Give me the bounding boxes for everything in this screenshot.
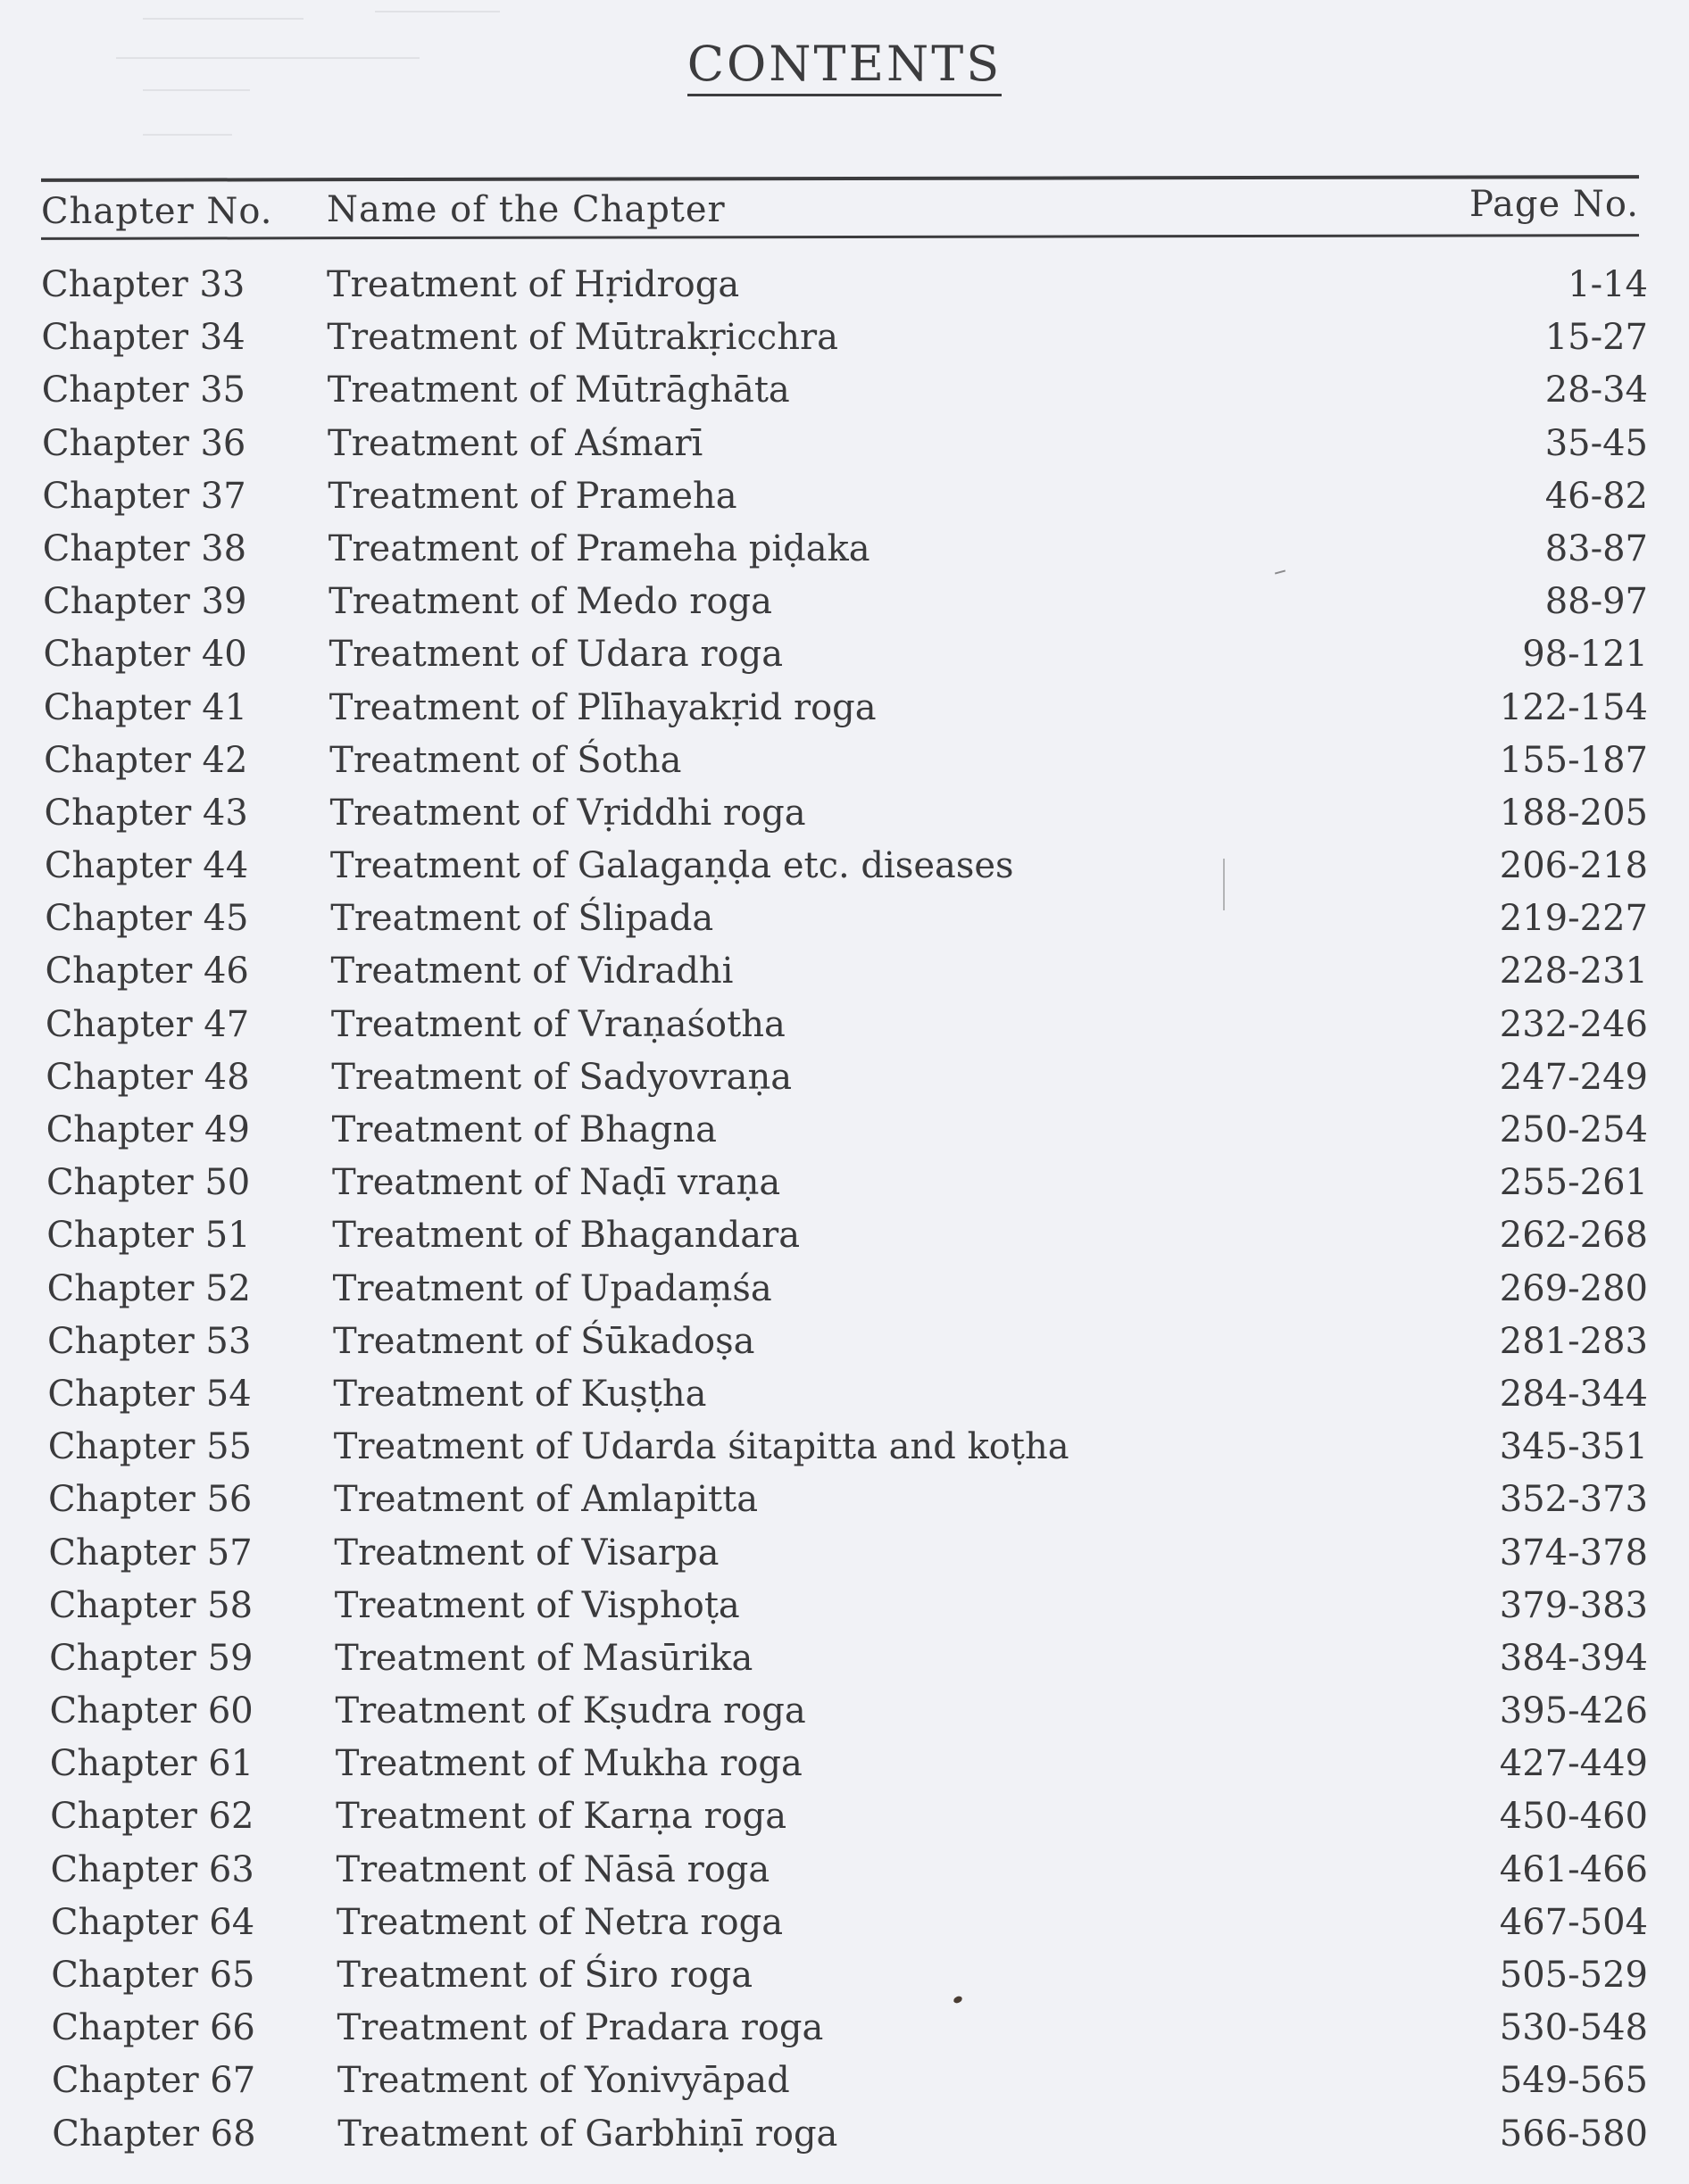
chapter-number: Chapter 62	[50, 1796, 254, 1838]
chapter-name: Treatment of Upadaṃśa	[332, 1267, 772, 1309]
chapter-number: Chapter 37	[42, 475, 246, 517]
chapter-name: Treatment of Ślipada	[330, 898, 714, 940]
table-row	[50, 1790, 1648, 1843]
chapter-number: Chapter 57	[48, 1532, 253, 1574]
chapter-name: Treatment of Kṣudra roga	[335, 1690, 806, 1732]
chapter-number: Chapter 35	[41, 370, 245, 411]
table-row	[46, 1051, 1648, 1104]
table-row	[43, 576, 1648, 628]
table-row	[50, 1738, 1648, 1790]
table-row	[44, 682, 1648, 735]
header-top-rule	[41, 175, 1639, 182]
chapter-name: Treatment of Masūrika	[335, 1637, 753, 1679]
page-range: 250-254	[1499, 1109, 1648, 1150]
table-row	[46, 1157, 1648, 1209]
chapter-name: Treatment of Bhagna	[331, 1109, 717, 1150]
chapter-number: Chapter 67	[51, 2060, 256, 2102]
paper-mark	[1223, 859, 1225, 910]
chapter-number: Chapter 66	[51, 2007, 255, 2049]
chapter-number: Chapter 55	[47, 1426, 252, 1468]
chapter-name: Treatment of Prameha piḍaka	[328, 527, 870, 569]
table-row	[52, 2002, 1648, 2055]
table-row	[45, 840, 1648, 893]
table-row	[47, 1368, 1648, 1421]
chapter-number: Chapter 53	[47, 1320, 252, 1362]
table-row	[46, 1209, 1648, 1262]
page-range: 281-283	[1499, 1320, 1648, 1362]
chapter-number: Chapter 47	[45, 1003, 250, 1045]
chapter-name: Treatment of Naḍī vraṇa	[331, 1162, 781, 1204]
chapter-number: Chapter 54	[47, 1373, 252, 1415]
page-range: 352-373	[1499, 1479, 1648, 1521]
page-range: 262-268	[1499, 1215, 1648, 1257]
chapter-name: Treatment of Vṛiddhi roga	[329, 792, 806, 834]
table-row	[47, 1316, 1648, 1368]
page-title	[0, 36, 1689, 96]
chapter-number: Chapter 41	[43, 686, 248, 728]
page-range: 98-121	[1522, 634, 1648, 676]
chapter-number: Chapter 52	[46, 1267, 251, 1309]
page-range: 269-280	[1499, 1267, 1648, 1309]
table-row	[49, 1685, 1648, 1738]
page-range: 530-548	[1499, 2007, 1648, 2049]
chapter-name: Treatment of Mūtrāghāta	[327, 370, 790, 411]
page-range: 450-460	[1499, 1796, 1648, 1838]
chapter-number: Chapter 51	[46, 1215, 251, 1257]
table-row	[49, 1580, 1648, 1632]
table-row	[48, 1474, 1648, 1526]
table-row	[46, 945, 1648, 998]
chapter-number: Chapter 44	[44, 845, 249, 887]
chapter-number: Chapter 63	[50, 1848, 254, 1890]
chapter-number: Chapter 42	[44, 739, 248, 781]
page-range: 255-261	[1499, 1162, 1648, 1204]
chapter-number: Chapter 60	[49, 1690, 254, 1732]
chapter-name: Treatment of Galagaṇḍa etc. diseases	[329, 845, 1014, 887]
table-row	[52, 2055, 1648, 2107]
page-range: 379-383	[1499, 1584, 1648, 1626]
chapter-name: Treatment of Sadyovraṇa	[331, 1056, 793, 1098]
page-range: 155-187	[1499, 739, 1648, 781]
page-range: 35-45	[1544, 422, 1648, 464]
page-range: 395-426	[1499, 1690, 1648, 1732]
chapter-name: Treatment of Visarpa	[334, 1532, 720, 1574]
chapter-name: Treatment of Yonivyāpad	[337, 2060, 790, 2102]
table-row	[46, 999, 1648, 1051]
page-range: 505-529	[1499, 1955, 1648, 1996]
table-row	[41, 259, 1648, 311]
chapter-name: Treatment of Śūkadoṣa	[333, 1320, 755, 1362]
header-bottom-rule	[41, 234, 1639, 240]
chapter-number: Chapter 58	[48, 1584, 254, 1626]
page-range: 122-154	[1499, 686, 1648, 728]
chapter-name: Treatment of Mukha roga	[335, 1743, 803, 1785]
chapter-name: Treatment of Visphoṭa	[334, 1584, 740, 1626]
table-row	[42, 470, 1648, 523]
page-range: 384-394	[1499, 1637, 1648, 1679]
page-range: 374-378	[1499, 1532, 1648, 1574]
chapter-name: Treatment of Hṛidroga	[327, 264, 740, 305]
table-row	[42, 364, 1648, 417]
table-row	[43, 523, 1648, 576]
table-row	[48, 1421, 1648, 1474]
page-range: 566-580	[1499, 2113, 1648, 2155]
page-range: 461-466	[1499, 1848, 1648, 1890]
table-row	[44, 735, 1648, 787]
page-range: 467-504	[1499, 1901, 1648, 1943]
chapter-number: Chapter 56	[48, 1479, 253, 1521]
table-row	[45, 787, 1649, 840]
page-range: 228-231	[1499, 951, 1648, 992]
table-row	[46, 1104, 1648, 1157]
chapter-name: Treatment of Plīhayakṛid roga	[329, 686, 877, 728]
chapter-name: Treatment of Nāsā roga	[336, 1848, 770, 1890]
chapter-number: Chapter 64	[50, 1901, 255, 1943]
chapter-name: Treatment of Vidradhi	[330, 951, 734, 992]
chapter-number: Chapter 39	[43, 581, 247, 623]
page-range: 46-82	[1544, 475, 1648, 517]
chapter-name: Treatment of Medo roga	[329, 581, 772, 623]
page-range: 88-97	[1544, 581, 1648, 623]
chapter-name: Treatment of Śiro roga	[337, 1955, 753, 1996]
table-row	[51, 1844, 1649, 1897]
chapter-number: Chapter 46	[45, 951, 249, 992]
table-row	[47, 1263, 1648, 1316]
page-range: 549-565	[1499, 2060, 1648, 2102]
chapter-name: Treatment of Garbhiṇī roga	[337, 2113, 838, 2155]
table-row	[51, 1949, 1648, 2002]
table-row	[41, 311, 1648, 364]
chapter-name: Treatment of Mūtrakṛicchra	[327, 317, 838, 359]
chapter-name: Treatment of Aśmarī	[328, 422, 703, 464]
column-header-chapter-name: Name of the Chapter	[327, 189, 726, 230]
chapter-name: Treatment of Kuṣṭha	[333, 1373, 707, 1415]
page-range: 247-249	[1499, 1056, 1648, 1098]
chapter-number: Chapter 43	[44, 792, 248, 834]
table-row	[52, 2108, 1648, 2161]
chapter-number: Chapter 59	[49, 1637, 254, 1679]
chapter-name: Treatment of Udara roga	[329, 634, 784, 676]
chapter-name: Treatment of Amlapitta	[334, 1479, 759, 1521]
chapter-number: Chapter 38	[42, 527, 247, 569]
chapter-number: Chapter 68	[52, 2113, 256, 2155]
table-header	[41, 184, 1639, 234]
page-range: 284-344	[1499, 1373, 1648, 1415]
page-range: 232-246	[1499, 1003, 1648, 1045]
column-header-page-no: Page No.	[1469, 184, 1639, 225]
table-row	[43, 628, 1648, 681]
chapter-number: Chapter 65	[51, 1955, 255, 1996]
contents-table	[41, 259, 1648, 2161]
chapter-number: Chapter 34	[41, 317, 245, 359]
chapter-name: Treatment of Vraṇaśotha	[330, 1003, 786, 1045]
table-row	[42, 418, 1648, 470]
page-range: 188-205	[1499, 792, 1648, 834]
page-range: 219-227	[1499, 898, 1648, 940]
page-range: 1-14	[1568, 264, 1648, 305]
chapter-number: Chapter 50	[46, 1162, 251, 1204]
page-range: 28-34	[1544, 370, 1648, 411]
table-row	[49, 1632, 1648, 1685]
page-range: 83-87	[1544, 527, 1648, 569]
page-range: 206-218	[1499, 845, 1648, 887]
chapter-number: Chapter 48	[46, 1056, 250, 1098]
table-row	[45, 893, 1648, 945]
chapter-number: Chapter 61	[49, 1743, 254, 1785]
chapter-name: Treatment of Pradara roga	[337, 2007, 824, 2049]
chapter-name: Treatment of Śotha	[329, 739, 682, 781]
chapter-name: Treatment of Udarda śitapitta and koṭha	[333, 1426, 1069, 1468]
table-row	[48, 1527, 1648, 1580]
page-range: 427-449	[1499, 1743, 1648, 1785]
chapter-name: Treatment of Netra roga	[336, 1901, 784, 1943]
chapter-number: Chapter 36	[42, 422, 246, 464]
chapter-number: Chapter 49	[46, 1109, 250, 1150]
page-range: 15-27	[1544, 317, 1648, 359]
chapter-name: Treatment of Bhagandara	[332, 1215, 801, 1257]
chapter-name: Treatment of Prameha	[328, 475, 737, 517]
table-row	[51, 1897, 1648, 1949]
chapter-number: Chapter 40	[43, 634, 247, 676]
page-range: 345-351	[1499, 1426, 1648, 1468]
chapter-number: Chapter 45	[45, 898, 249, 940]
chapter-name: Treatment of Karṇa roga	[336, 1796, 787, 1838]
chapter-number: Chapter 33	[41, 264, 245, 305]
column-header-chapter-no: Chapter No.	[41, 191, 273, 232]
page-title-text: CONTENTS	[687, 39, 1003, 96]
